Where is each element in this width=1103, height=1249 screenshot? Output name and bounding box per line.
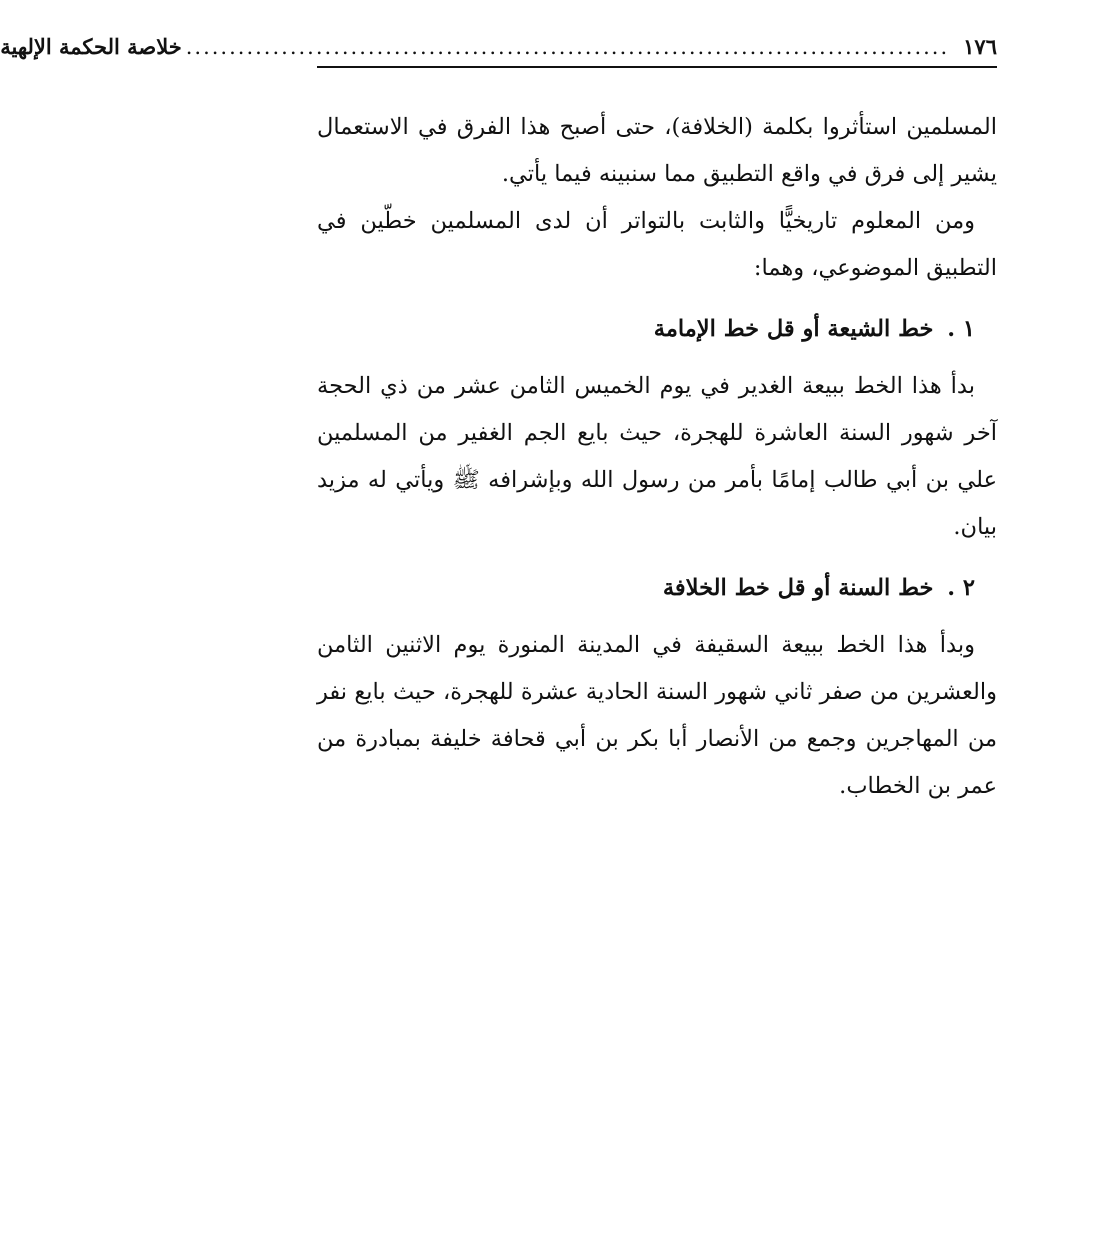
page-header (0, 28, 997, 68)
section-heading-2 (317, 565, 997, 612)
section-number-1: ١ . (947, 316, 975, 342)
section-number-2: ٢ . (947, 575, 975, 601)
paragraph-4: وبدأ هذا الخط ببيعة السقيفة في المدينة المنورة يوم الاثنين الثامن والعشرين من صفر ثاني شهور السنة الحادية عشرة للهجرة، حيث بايع نفر من المهاجرين وجمع من الأنصار أبا بكر بن أبي قحافة خليفة بمبادرة من عمر بن الخطاب. (317, 632, 997, 799)
page-body (317, 104, 997, 810)
page-number: ١٧٦ (963, 34, 997, 59)
paragraph-1: المسلمين استأثروا بكلمة (الخلافة)، حتى أصبح هذا الفرق في الاستعمال يشير إلى فرق في واقع التطبيق مما سنبينه فيما يأتي. (317, 114, 997, 187)
header-leader-dots: ........................................................................................ (185, 35, 950, 59)
section-heading-1 (317, 306, 997, 353)
book-page (0, 28, 997, 810)
running-title: خلاصة الحكمة الإلهية (0, 34, 182, 59)
section-title-2: خط السنة أو قل خط الخلافة (662, 575, 934, 601)
paragraph-2: ومن المعلوم تاريخيًّا والثابت بالتواتر أن لدى المسلمين خطّين في التطبيق الموضوعي، وهما: (317, 208, 997, 281)
paragraph-3: بدأ هذا الخط ببيعة الغدير في يوم الخميس الثامن عشر من ذي الحجة آخر شهور السنة العاشرة للهجرة، حيث بايع الجم الغفير من المسلمين علي بن أبي طالب إمامًا بأمر من رسول الله وبإشرافه ﷺ ويأتي له مزيد بيان. (317, 373, 997, 540)
section-title-1: خط الشيعة أو قل خط الإمامة (653, 316, 934, 342)
